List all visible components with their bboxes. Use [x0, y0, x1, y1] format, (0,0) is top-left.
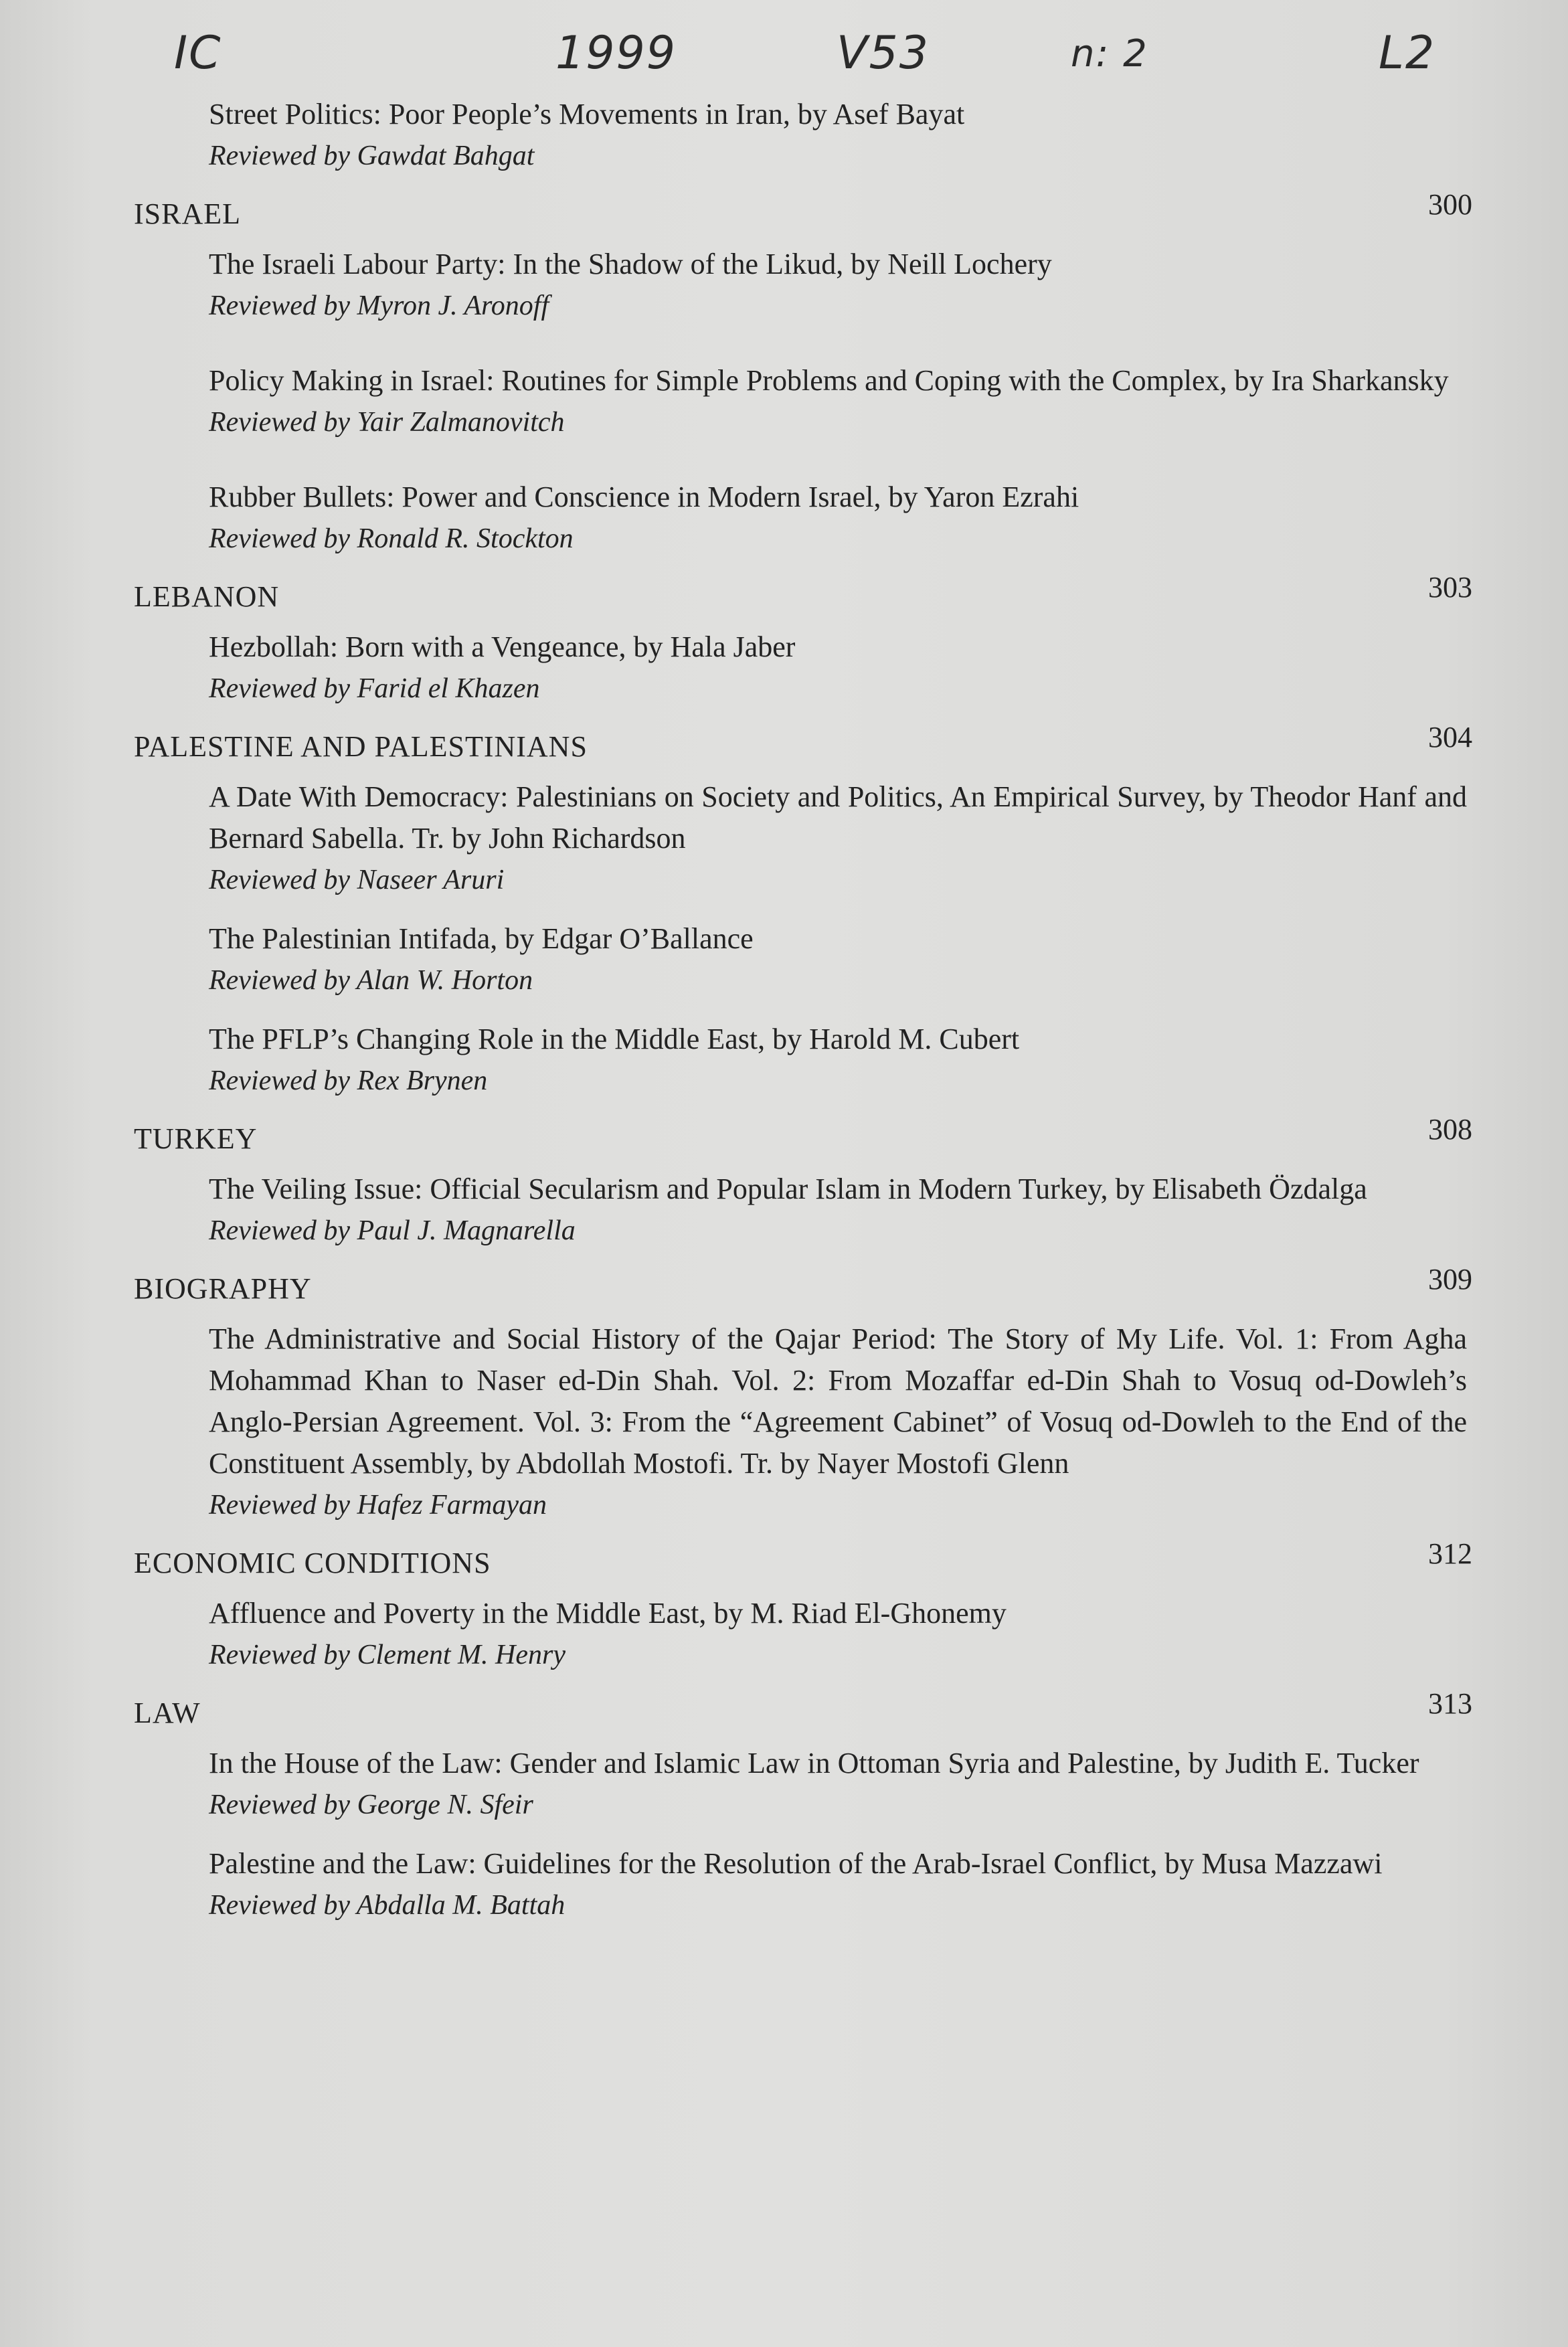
entry-title: Rubber Bullets: Power and Conscience in Modern Israel, by Yaron Ezrahi: [209, 481, 1079, 513]
table-of-contents: [134, 94, 1472, 1943]
section-page-number: 304: [1428, 721, 1472, 754]
entry-reviewer: Reviewed by Rex Brynen: [209, 1065, 488, 1096]
section-economic-conditions: [134, 1537, 1472, 1676]
section-lebanon: [134, 571, 1472, 709]
entry-reviewer: Reviewed by George N. Sfeir: [209, 1790, 533, 1820]
list-item: [209, 244, 1467, 327]
list-item: [209, 476, 1467, 559]
handwritten-note: L2: [1379, 27, 1436, 80]
list-item: [209, 776, 1467, 901]
section-title: TURKEY: [134, 1122, 258, 1155]
list-item: [209, 1593, 1467, 1676]
section-title: PALESTINE AND PALESTINIANS: [134, 730, 588, 763]
entry-reviewer: Reviewed by Farid el Khazen: [209, 673, 540, 704]
handwritten-year: 1999: [555, 27, 677, 80]
section-palestine: [134, 721, 1472, 1102]
entry-reviewer: Reviewed by Gawdat Bahgat: [209, 141, 535, 171]
section-title: BIOGRAPHY: [134, 1272, 312, 1305]
entry-title: In the House of the Law: Gender and Islamic Law in Ottoman Syria and Palestine, by Judith E. Tucker: [209, 1747, 1419, 1779]
section-israel: [134, 188, 1472, 559]
list-item: [209, 626, 1467, 709]
handwritten-volume: V53: [837, 27, 930, 80]
entry-title: Policy Making in Israel: Routines for Simple Problems and Coping with the Complex, by Ira Sharkansky: [209, 364, 1449, 397]
list-item: [209, 1843, 1467, 1926]
entry-reviewer: Reviewed by Alan W. Horton: [209, 965, 533, 996]
entry-title: Affluence and Poverty in the Middle East, by M. Riad El-Ghonemy: [209, 1597, 1007, 1630]
entry-reviewer: Reviewed by Clement M. Henry: [209, 1640, 565, 1670]
section-page-number: 308: [1428, 1113, 1472, 1146]
entry-reviewer: Reviewed by Paul J. Magnarella: [209, 1215, 576, 1246]
section-title: ISRAEL: [134, 197, 241, 230]
list-item: [209, 1318, 1467, 1526]
section-title: ECONOMIC CONDITIONS: [134, 1547, 491, 1579]
list-item: [209, 1019, 1467, 1102]
list-item: [209, 918, 1467, 1001]
entry-reviewer: Reviewed by Yair Zalmanovitch: [209, 407, 565, 438]
entry-title: Palestine and the Law: Guidelines for the Resolution of the Arab-Israel Conflict, by Musa Mazzawi: [209, 1847, 1383, 1880]
entry-title: Hezbollah: Born with a Vengeance, by Hala Jaber: [209, 630, 796, 663]
section-biography: [134, 1263, 1472, 1526]
handwritten-code: IC: [174, 27, 222, 80]
section-turkey: [134, 1113, 1472, 1251]
entry-title: The Veiling Issue: Official Secularism and Popular Islam in Modern Turkey, by Elisabeth Özdalga: [209, 1172, 1367, 1205]
entry-reviewer: Reviewed by Ronald R. Stockton: [209, 523, 574, 554]
entry-reviewer: Reviewed by Naseer Aruri: [209, 865, 505, 895]
section-title: LEBANON: [134, 580, 280, 613]
list-item: [209, 1168, 1467, 1251]
entry-title: Street Politics: Poor People’s Movements in Iran, by Asef Bayat: [209, 98, 965, 131]
entry-title: The Israeli Labour Party: In the Shadow of the Likud, by Neill Lochery: [209, 248, 1052, 280]
entry-title: The Administrative and Social History of the Qajar Period: The Story of My Life. Vol. 1: From Agha Mohammad Khan to Naser ed-Din Shah. Vol. 2: From Mozaffar ed-Din Shah to Vosuq od-Dowleh’s Anglo-Persian Agreement. Vol. 3: From the “Agreement Cabinet” of Vosuq od-Dowleh to the End of the Constituent Assembly, by Abdollah Mostofi. Tr. by Nayer Mostofi Glenn: [209, 1322, 1467, 1480]
handwritten-annotation: [0, 20, 1568, 100]
section-page-number: 309: [1428, 1263, 1472, 1296]
entry-reviewer: Reviewed by Hafez Farmayan: [209, 1490, 547, 1520]
list-item: [209, 1743, 1467, 1826]
entry-title: The Palestinian Intifada, by Edgar O’Ballance: [209, 922, 754, 955]
entry-title: The PFLP’s Changing Role in the Middle East, by Harold M. Cubert: [209, 1023, 1020, 1055]
section-page-number: 312: [1428, 1537, 1472, 1570]
entry-title: A Date With Democracy: Palestinians on Society and Politics, An Empirical Survey, by Theodor Hanf and Bernard Sabella. Tr. by John Richardson: [209, 780, 1467, 855]
continued-entry: [209, 94, 1467, 177]
list-item: [209, 360, 1467, 443]
section-page-number: 313: [1428, 1687, 1472, 1720]
section-title: LAW: [134, 1697, 201, 1729]
entry-reviewer: Reviewed by Abdalla M. Battah: [209, 1890, 565, 1921]
entry-reviewer: Reviewed by Myron J. Aronoff: [209, 290, 549, 321]
section-page-number: 300: [1428, 188, 1472, 221]
section-law: [134, 1687, 1472, 1926]
section-page-number: 303: [1428, 571, 1472, 604]
handwritten-number: n: 2: [1071, 32, 1148, 76]
